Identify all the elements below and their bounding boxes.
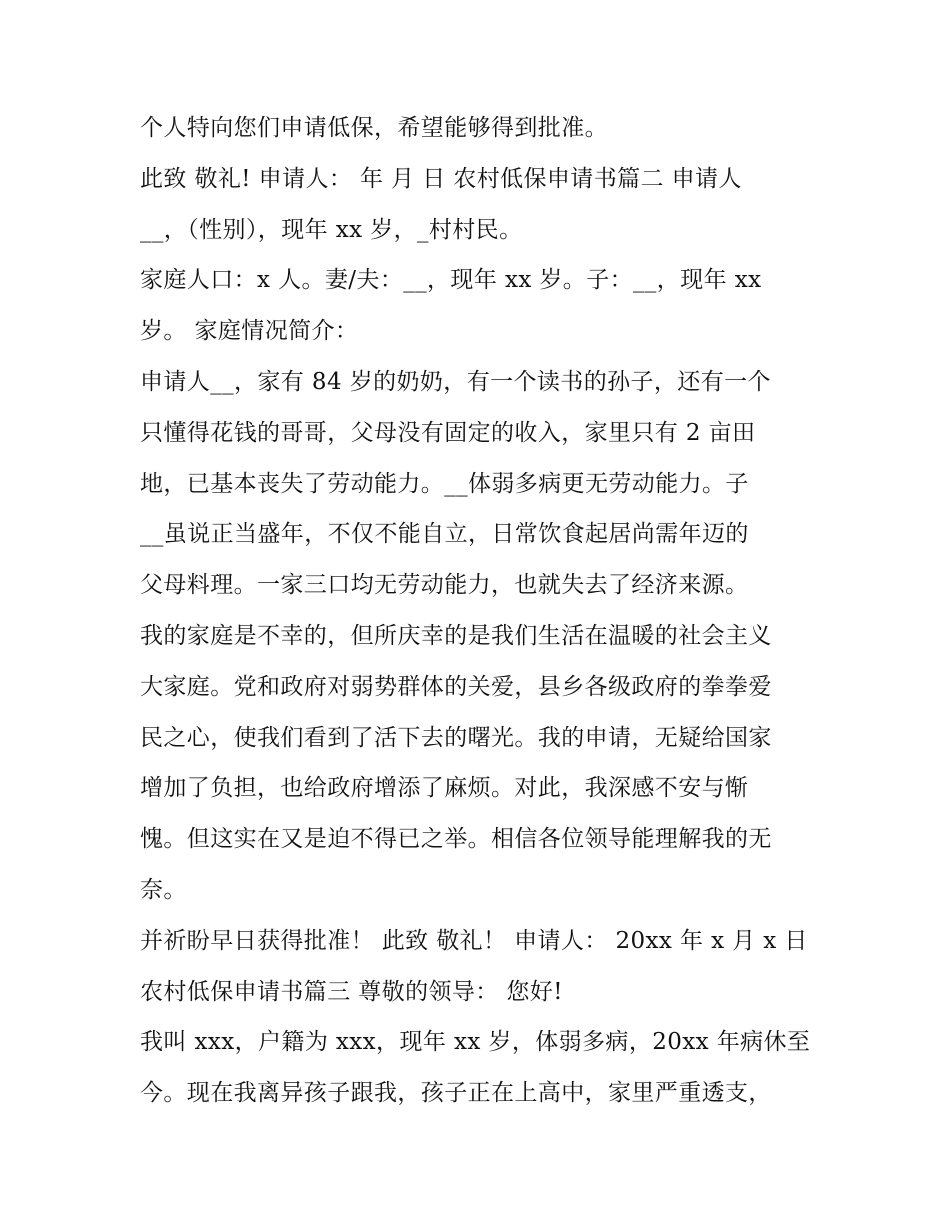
text-line: __，（性别），现年 xx 岁，_村村民。: [140, 216, 523, 243]
document-body: [140, 103, 830, 1119]
text-line: 只懂得花钱的哥哥，父母没有固定的收入，家里只有 2 亩田: [140, 419, 756, 446]
text-line: 民之心，使我们看到了活下去的曙光。我的申请，无疑给国家: [140, 724, 772, 751]
text-line: 愧。但这实在又是迫不得已之举。相信各位领导能理解我的无: [140, 826, 772, 853]
text-line: 今。现在我离异孩子跟我，孩子正在上高中，家里严重透支，: [140, 1080, 772, 1107]
text-line: 并祈盼早日获得批准！ 此致 敬礼！ 申请人： 20xx 年 x 月 x 日: [140, 927, 808, 954]
text-line: __虽说正当盛年，不仅不能自立，日常饮食起居尚需年迈的: [140, 521, 749, 548]
text-line: 个人特向您们申请低保，希望能够得到批准。: [140, 115, 608, 141]
text-line: 奈。: [140, 876, 187, 903]
text-line: 此致 敬礼! 申请人： 年 月 日 农村低保申请书篇二 申请人: [140, 165, 742, 192]
text-line: 我叫 xxx，户籍为 xxx，现年 xx 岁，体弱多病，20xx 年病休至: [140, 1029, 811, 1056]
text-line: 我的家庭是不幸的，但所庆幸的是我们生活在温暖的社会主义: [140, 622, 772, 649]
text-line: 申请人__，家有 84 岁的奶奶，有一个读书的孙子，还有一个: [140, 368, 771, 395]
text-line: 大家庭。党和政府对弱势群体的关爱，县乡各级政府的拳拳爱: [140, 673, 772, 700]
text-line: 岁。 家庭情况简介：: [140, 318, 359, 345]
text-line: 家庭人口：x 人。妻/夫：__，现年 xx 岁。子：__，现年 xx: [140, 267, 762, 294]
text-line: 增加了负担，也给政府增添了麻烦。对此，我深感不安与惭: [140, 775, 749, 802]
text-line: 地，已基本丧失了劳动能力。__体弱多病更无劳动能力。子: [140, 470, 749, 497]
text-line: 父母料理。一家三口均无劳动能力，也就失去了经济来源。: [140, 572, 749, 599]
text-line: 农村低保申请书篇三 尊敬的领导： 您好!: [140, 978, 563, 1005]
